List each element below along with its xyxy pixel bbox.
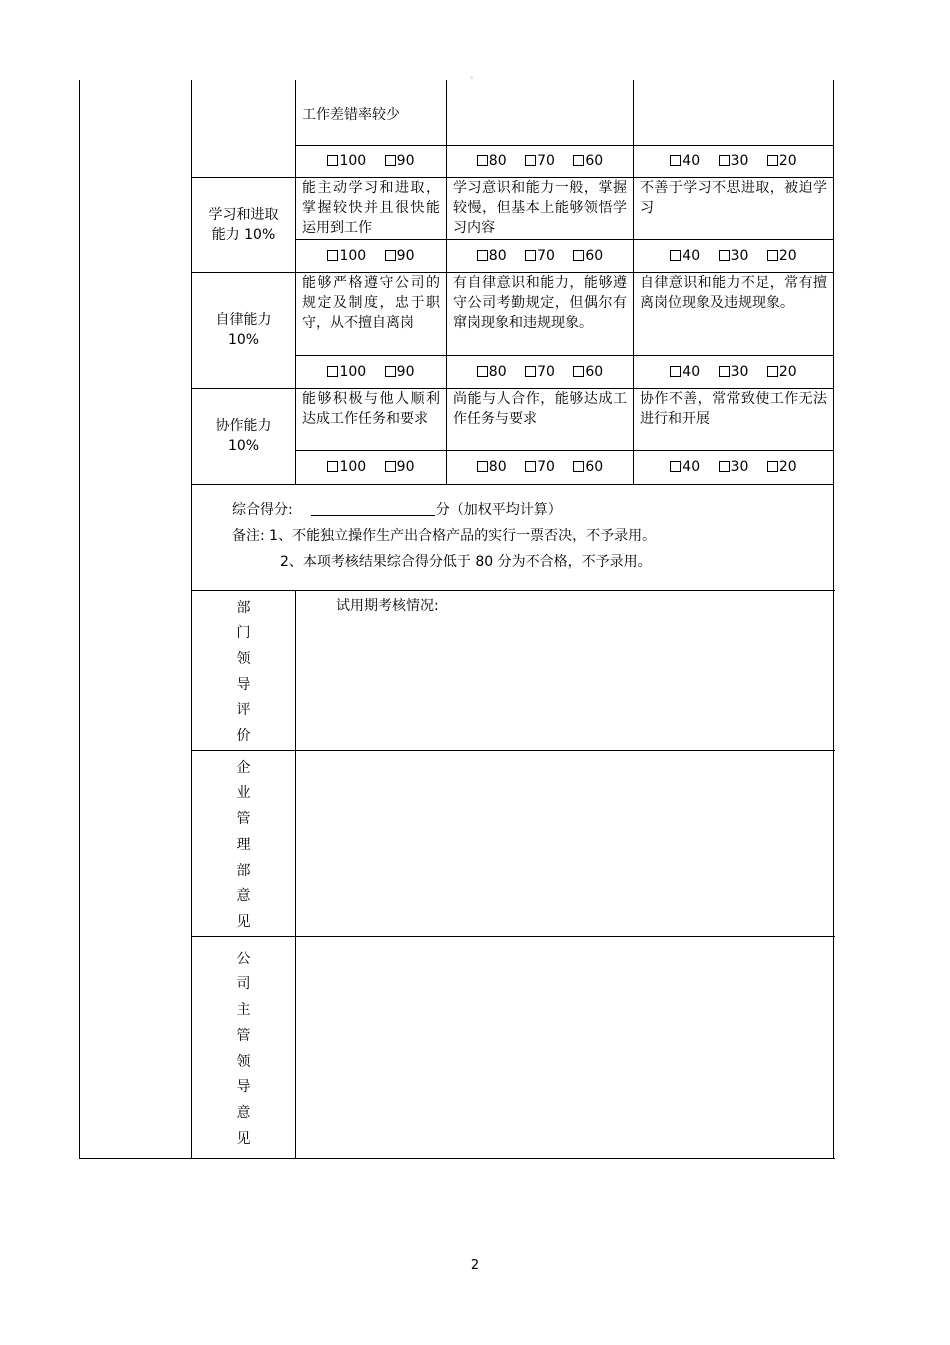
option-group-mid — [447, 450, 634, 484]
option-group-high — [296, 355, 447, 388]
label-company-leader-opinion: 公 司 主 管 领 导 意 见 — [192, 936, 296, 1158]
option-70[interactable]: 70 — [525, 248, 555, 264]
option-20[interactable]: 20 — [767, 153, 797, 169]
desc-excellent: 工作差错率较少 — [296, 80, 447, 145]
checkbox[interactable] — [573, 461, 584, 472]
option-group-low — [634, 355, 834, 388]
desc-average: 学习意识和能力一般，掌握较慢，但基本上能够领悟学习内容 — [447, 177, 634, 239]
checkbox[interactable] — [477, 461, 488, 472]
option-70[interactable]: 70 — [525, 153, 555, 169]
checkbox[interactable] — [385, 461, 396, 472]
option-90[interactable]: 90 — [385, 364, 415, 380]
checkbox[interactable] — [477, 250, 488, 261]
option-100[interactable]: 100 — [327, 248, 366, 264]
option-group-high — [296, 450, 447, 484]
score-input[interactable] — [311, 501, 435, 516]
checkbox[interactable] — [670, 461, 681, 472]
option-group-mid — [447, 145, 634, 177]
note-1: 备注: 1、不能独立操作生产出合格产品的实行一票否决，不予录用。 — [232, 527, 657, 544]
checkbox[interactable] — [573, 250, 584, 261]
checkbox[interactable] — [670, 250, 681, 261]
checkbox[interactable] — [525, 155, 536, 166]
option-20[interactable]: 20 — [767, 248, 797, 264]
checkbox[interactable] — [327, 250, 338, 261]
desc-average: 尚能与人合作，能够达成工作任务与要求 — [447, 388, 634, 450]
option-70[interactable]: 70 — [525, 459, 555, 475]
option-60[interactable]: 60 — [573, 153, 603, 169]
checkbox[interactable] — [573, 366, 584, 377]
checkbox[interactable] — [767, 250, 778, 261]
option-40[interactable]: 40 — [670, 459, 700, 475]
option-40[interactable]: 40 — [670, 364, 700, 380]
category-column — [80, 80, 192, 1158]
checkbox[interactable] — [385, 155, 396, 166]
option-40[interactable]: 40 — [670, 248, 700, 264]
checkbox[interactable] — [670, 366, 681, 377]
desc-average — [447, 80, 634, 145]
option-group-mid — [447, 239, 634, 272]
option-group-mid — [447, 355, 634, 388]
summary-section — [192, 484, 834, 590]
option-60[interactable]: 60 — [573, 459, 603, 475]
criterion-name: 协作能力 — [215, 418, 272, 434]
checkbox[interactable] — [525, 250, 536, 261]
desc-excellent: 能主动学习和进取，掌握较快并且很快能运用到工作 — [296, 177, 447, 239]
header-mark: 。 — [470, 71, 478, 80]
option-group-high — [296, 145, 447, 177]
option-100[interactable]: 100 — [327, 153, 366, 169]
criterion-learning — [192, 177, 296, 272]
option-group-low — [634, 145, 834, 177]
criterion-self-discipline — [192, 272, 296, 388]
management-opinion-field[interactable] — [296, 750, 834, 936]
checkbox[interactable] — [573, 155, 584, 166]
option-group-low — [634, 450, 834, 484]
option-80[interactable]: 80 — [477, 459, 507, 475]
probation-assessment-form — [79, 80, 834, 1159]
option-20[interactable]: 20 — [767, 364, 797, 380]
score-suffix: 分（加权平均计算） — [435, 501, 562, 518]
criterion-weight: 10% — [227, 332, 260, 348]
criterion-name: 学习和进取 — [208, 206, 279, 223]
desc-poor: 自律意识和能力不足，常有擅离岗位现象及违规现象。 — [634, 272, 834, 355]
checkbox[interactable] — [477, 366, 488, 377]
desc-poor — [634, 80, 834, 145]
checkbox[interactable] — [719, 155, 730, 166]
criterion-continued — [192, 80, 296, 177]
checkbox[interactable] — [525, 461, 536, 472]
option-group-low — [634, 239, 834, 272]
checkbox[interactable] — [670, 155, 681, 166]
desc-poor: 不善于学习不思进取，被迫学习 — [634, 177, 834, 239]
option-group-high — [296, 239, 447, 272]
checkbox[interactable] — [719, 250, 730, 261]
label-department-evaluation: 部 门 领 导 评 价 — [192, 590, 296, 750]
option-30[interactable]: 30 — [719, 364, 749, 380]
probation-status-label: 试用期考核情况: — [336, 597, 439, 614]
score-line — [232, 497, 833, 523]
criterion-weight: 10% — [227, 438, 260, 454]
option-80[interactable]: 80 — [477, 153, 507, 169]
checkbox[interactable] — [327, 155, 338, 166]
checkbox[interactable] — [767, 461, 778, 472]
checkbox[interactable] — [385, 366, 396, 377]
department-evaluation-field[interactable] — [296, 590, 834, 750]
option-30[interactable]: 30 — [719, 153, 749, 169]
option-70[interactable]: 70 — [525, 364, 555, 380]
checkbox[interactable] — [767, 155, 778, 166]
desc-poor: 协作不善，常常致使工作无法进行和开展 — [634, 388, 834, 450]
checkbox[interactable] — [525, 366, 536, 377]
criterion-name: 自律能力 — [215, 312, 272, 328]
checkbox[interactable] — [767, 366, 778, 377]
desc-excellent: 能够严格遵守公司的规定及制度，忠于职守，从不擅自离岗 — [296, 272, 447, 355]
option-30[interactable]: 30 — [719, 248, 749, 264]
score-label: 综合得分: — [232, 501, 293, 518]
option-20[interactable]: 20 — [767, 459, 797, 475]
label-management-opinion: 企 业 管 理 部 意 见 — [192, 750, 296, 936]
checkbox[interactable] — [385, 250, 396, 261]
option-40[interactable]: 40 — [670, 153, 700, 169]
checkbox[interactable] — [477, 155, 488, 166]
desc-average: 有自律意识和能力，能够遵守公司考勤规定，但偶尔有窜岗现象和违规现象。 — [447, 272, 634, 355]
checkbox[interactable] — [327, 461, 338, 472]
option-90[interactable]: 90 — [385, 459, 415, 475]
option-100[interactable]: 100 — [327, 459, 366, 475]
note-2: 2、本项考核结果综合得分低于 80 分为不合格，不予录用。 — [280, 553, 652, 570]
criterion-weight: 能力 10% — [211, 226, 276, 243]
checkbox[interactable] — [327, 366, 338, 377]
option-100[interactable]: 100 — [327, 364, 366, 380]
option-30[interactable]: 30 — [719, 459, 749, 475]
checkbox[interactable] — [719, 366, 730, 377]
option-90[interactable]: 90 — [385, 248, 415, 264]
option-60[interactable]: 60 — [573, 364, 603, 380]
option-80[interactable]: 80 — [477, 248, 507, 264]
page-number: 2 — [470, 1258, 480, 1273]
company-leader-opinion-field[interactable] — [296, 936, 834, 1158]
desc-excellent: 能够积极与他人顺利达成工作任务和要求 — [296, 388, 447, 450]
option-60[interactable]: 60 — [573, 248, 603, 264]
option-90[interactable]: 90 — [385, 153, 415, 169]
criterion-cooperation — [192, 388, 296, 484]
option-80[interactable]: 80 — [477, 364, 507, 380]
checkbox[interactable] — [719, 461, 730, 472]
